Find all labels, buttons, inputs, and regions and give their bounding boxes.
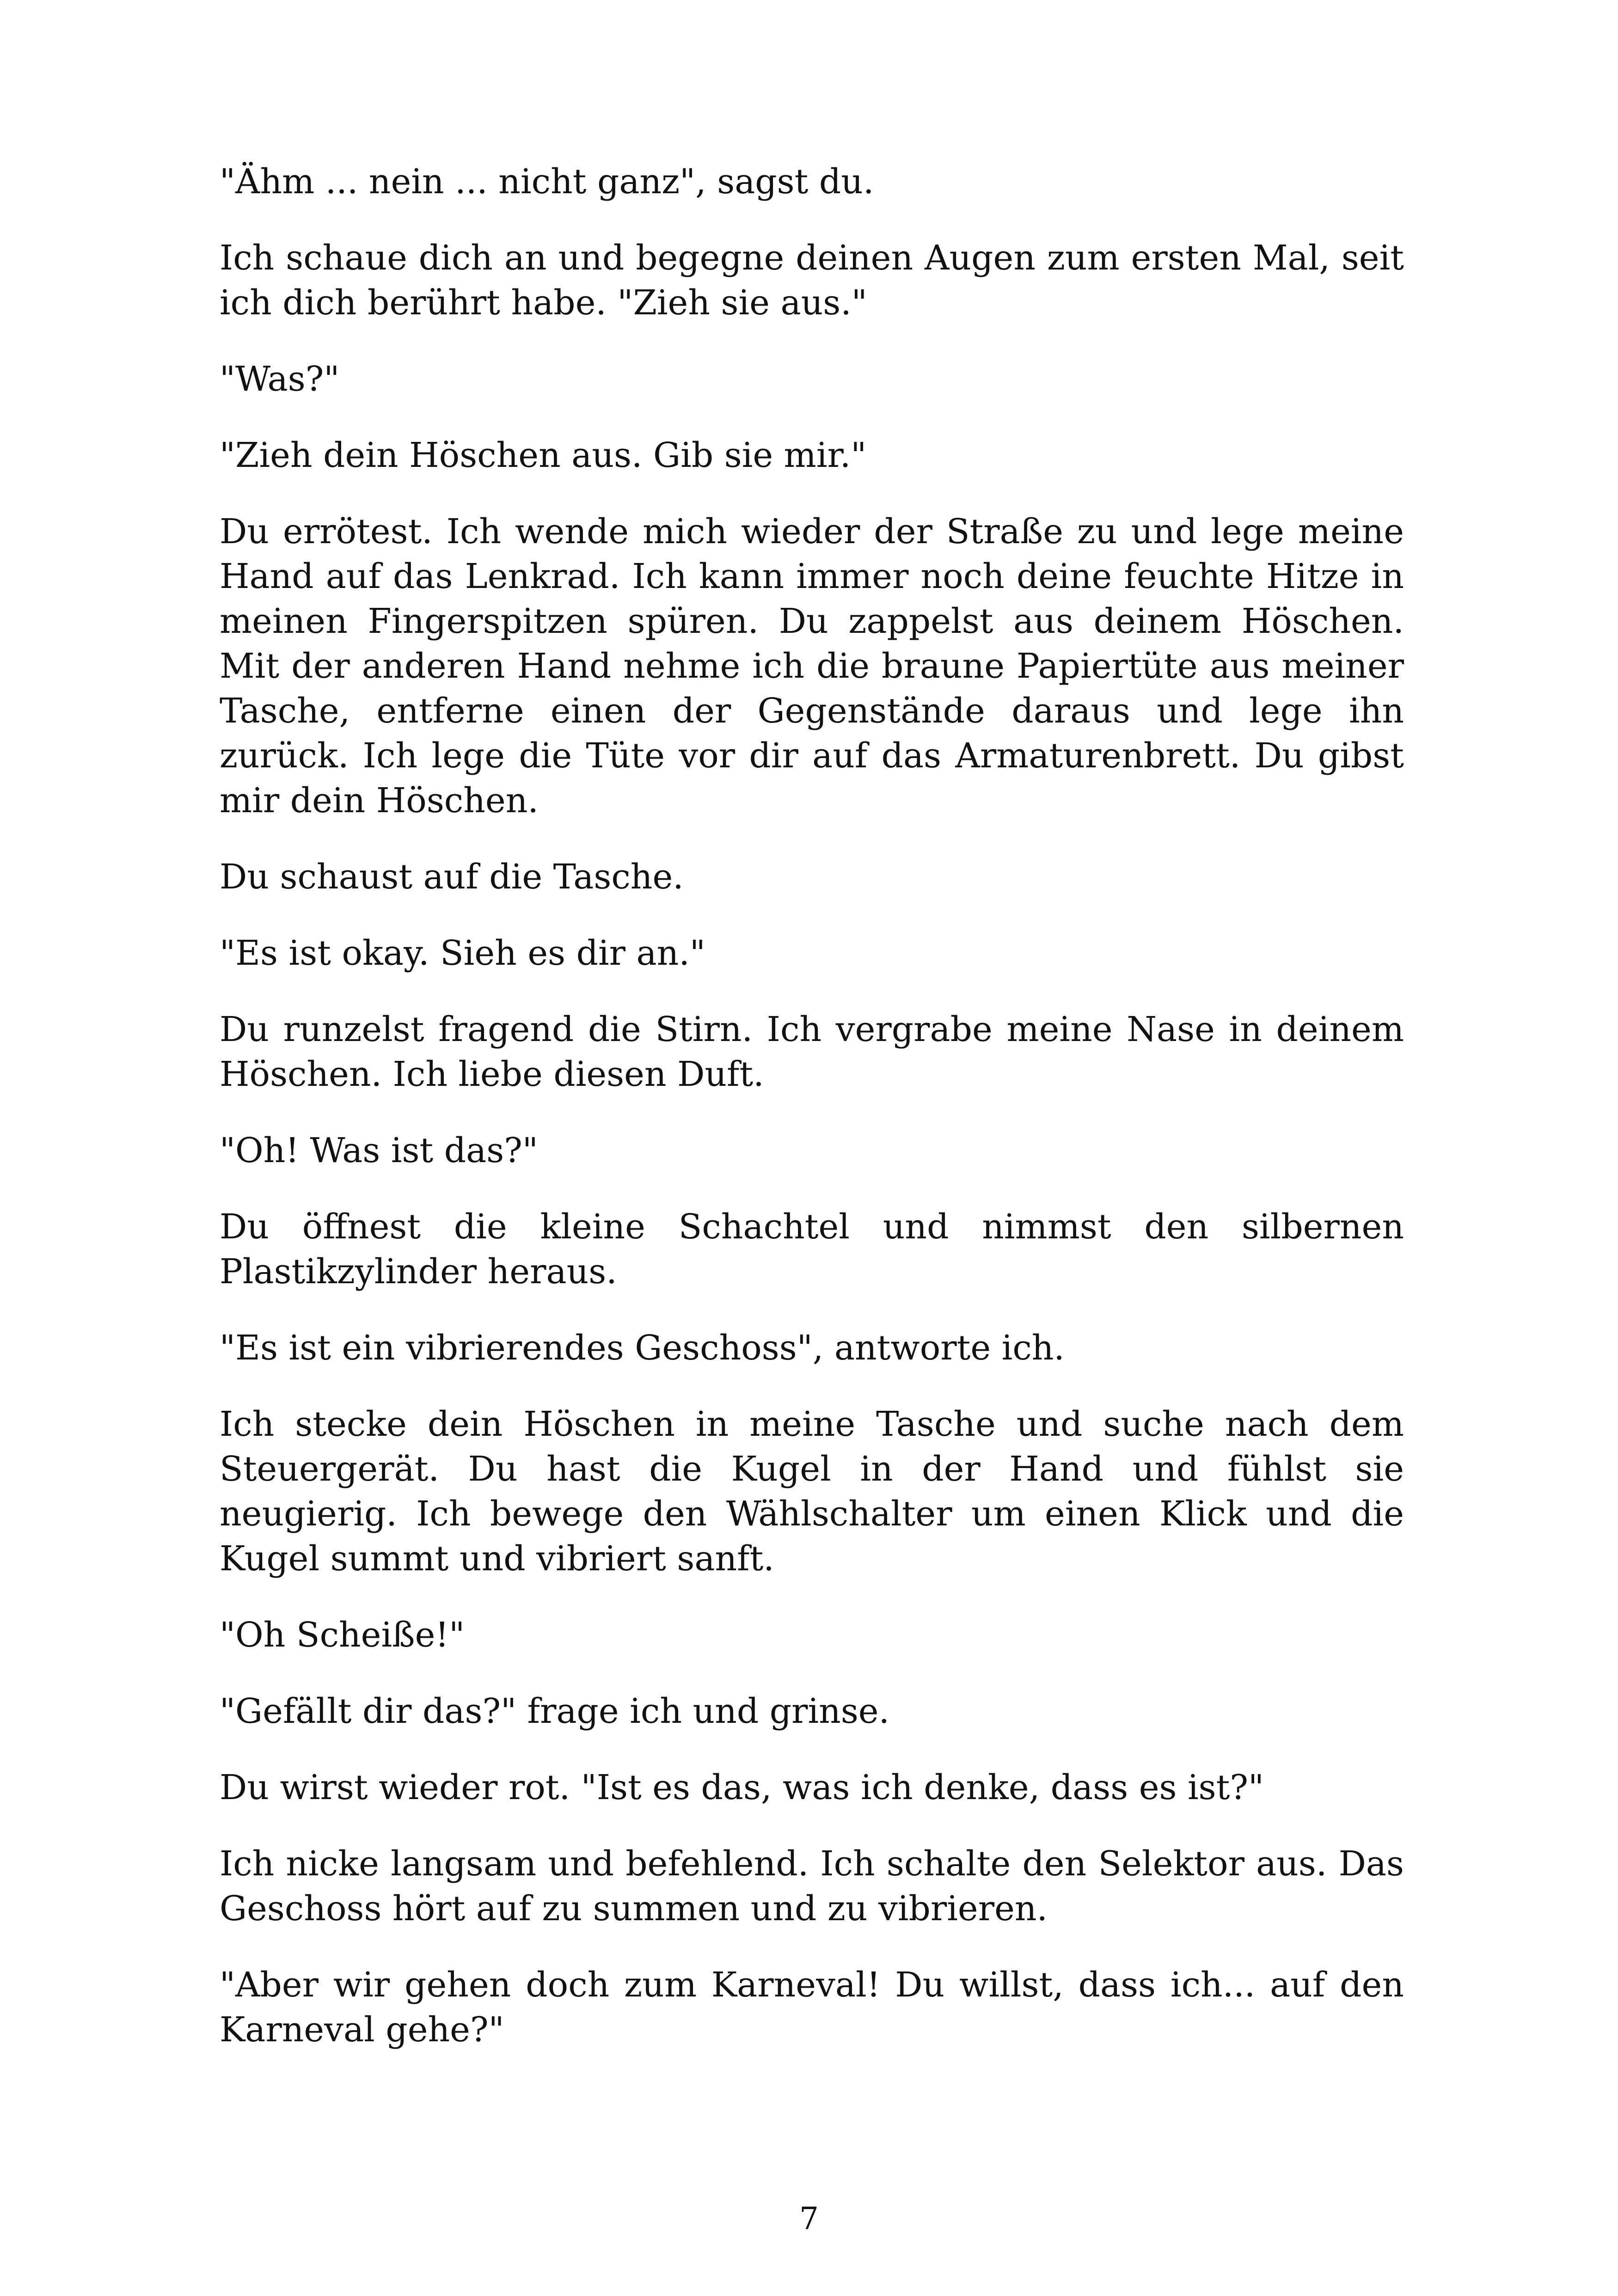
paragraph: Du schaust auf die Tasche. — [220, 857, 684, 897]
page-number: 7 — [799, 2201, 819, 2236]
paragraph: Du öffnest die kleine Schachtel und nimmst den silbernen Plastikzylinder heraus. — [220, 1207, 1404, 1292]
paragraph: "Aber wir gehen doch zum Karneval! Du willst, dass ich... auf den Karneval gehe?" — [220, 1965, 1404, 2050]
paragraph: Du wirst wieder rot. "Ist es das, was ich denke, dass es ist?" — [220, 1768, 1264, 1807]
paragraph: "Oh Scheiße!" — [220, 1615, 465, 1655]
paragraph: Ich nicke langsam und befehlend. Ich schalte den Selektor aus. Das Geschoss hört auf zu summen und zu vibrieren. — [220, 1844, 1404, 1929]
paragraph: "Zieh dein Höschen aus. Gib sie mir." — [220, 435, 867, 475]
paragraph: "Es ist ein vibrierendes Geschoss", antworte ich. — [220, 1328, 1065, 1368]
paragraph: Du errötest. Ich wende mich wieder der Straße zu und lege meine Hand auf das Lenkrad. Ich kann immer noch deine feuchte Hitze in meinen Fingerspitzen spüren. Du zappelst aus deinem Höschen. Mit der anderen Hand nehme ich die braune Papiertüte aus meiner Tasche, entferne einen der Gegenstände daraus und lege ihn zurück. Ich lege die Tüte vor dir auf das Armaturenbrett. Du gibst mir dein Höschen. — [220, 512, 1404, 820]
body-text — [220, 159, 1404, 2052]
paragraph: Ich stecke dein Höschen in meine Tasche und suche nach dem Steuergerät. Du hast die Kugel in der Hand und fühlst sie neugierig. Ich bewege den Wählschalter um einen Klick und die Kugel summt und vibriert sanft. — [220, 1404, 1404, 1579]
paragraph: Du runzelst fragend die Stirn. Ich vergrabe meine Nase in deinem Höschen. Ich liebe diesen Duft. — [220, 1010, 1404, 1094]
paragraph: "Ähm ... nein ... nicht ganz", sagst du. — [220, 162, 874, 202]
paragraph: Ich schaue dich an und begegne deinen Augen zum ersten Mal, seit ich dich berührt habe. "Zieh sie aus." — [220, 238, 1404, 323]
paragraph: "Oh! Was ist das?" — [220, 1131, 538, 1170]
paragraph: "Es ist okay. Sieh es dir an." — [220, 933, 705, 973]
paragraph: "Gefällt dir das?" frage ich und grinse. — [220, 1691, 890, 1731]
paragraph: "Was?" — [220, 359, 340, 399]
